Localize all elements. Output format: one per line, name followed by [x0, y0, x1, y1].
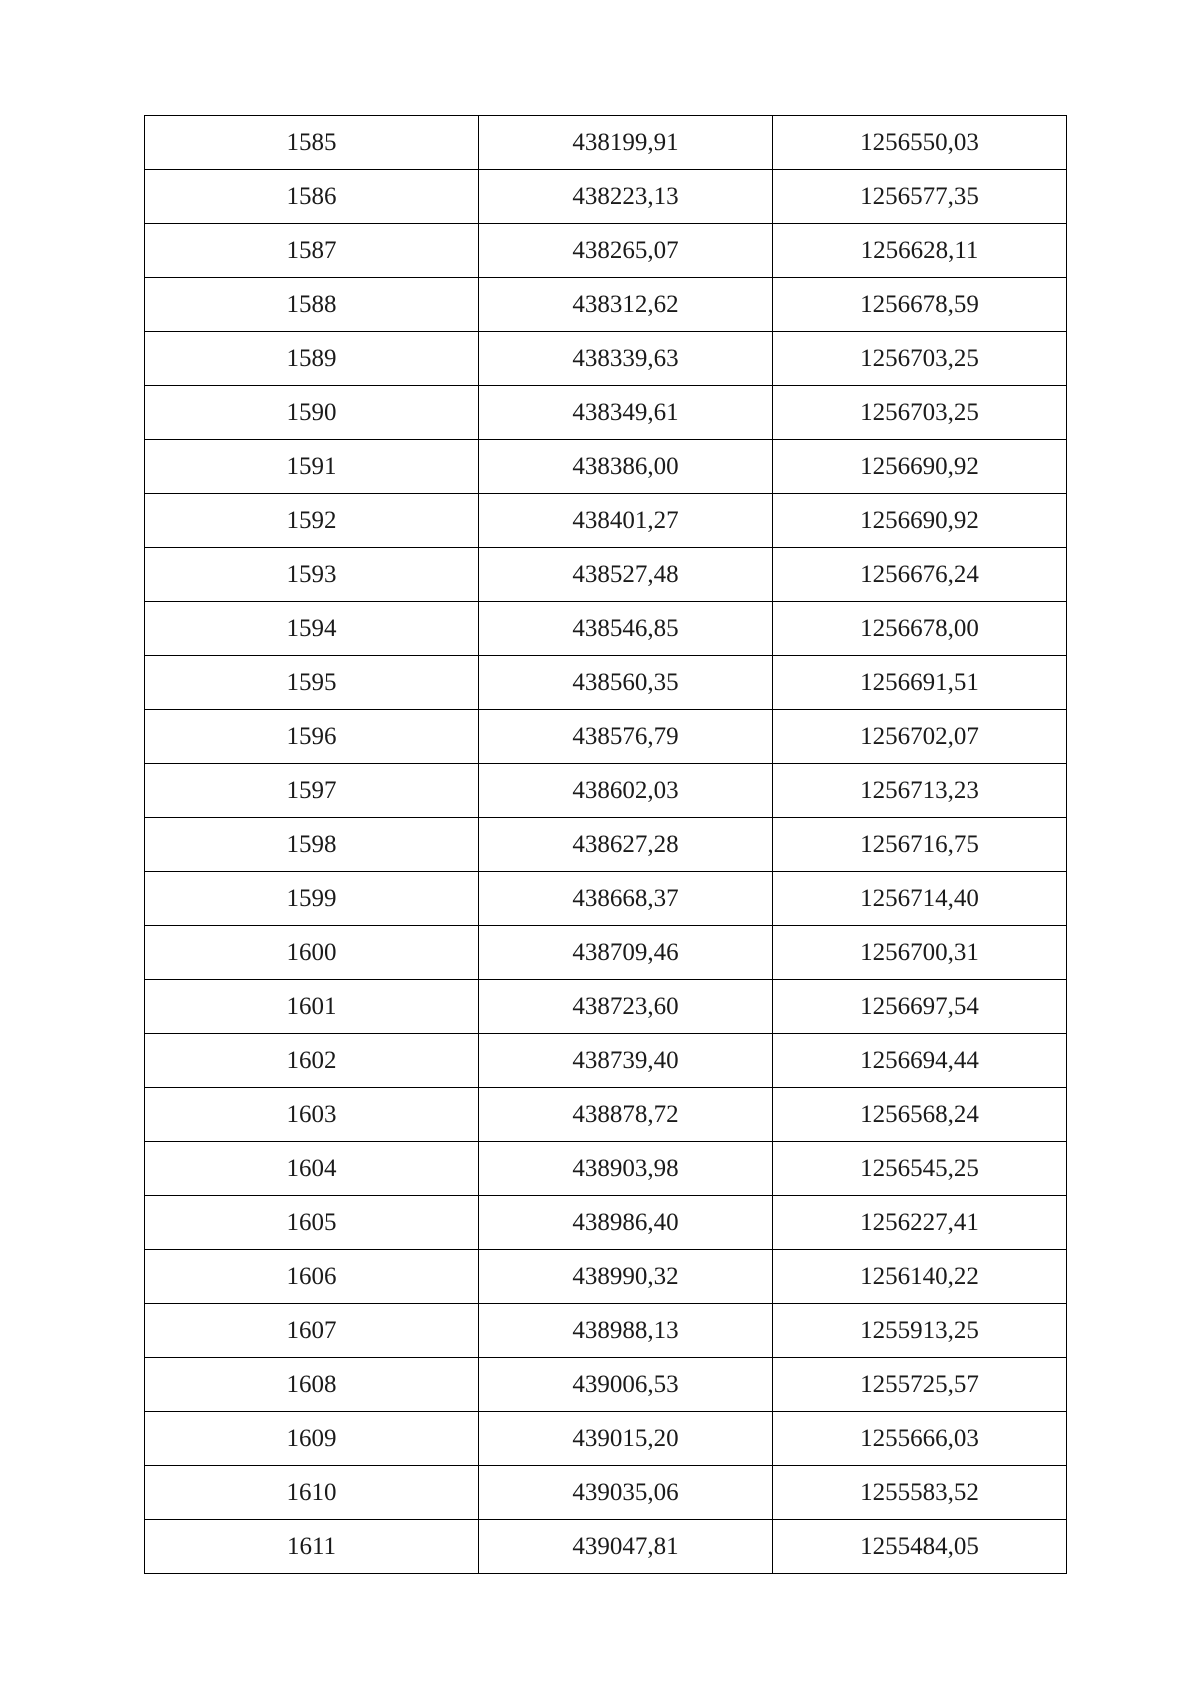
- point-number-cell: 1605: [145, 1196, 479, 1250]
- table-row: [145, 1358, 1067, 1412]
- point-number-cell: 1585: [145, 116, 479, 170]
- point-number-cell: 1599: [145, 872, 479, 926]
- x-coordinate-cell: 438560,35: [479, 656, 773, 710]
- point-number-cell: 1593: [145, 548, 479, 602]
- table-row: [145, 1520, 1067, 1574]
- table-row: [145, 386, 1067, 440]
- x-coordinate-cell: 438668,37: [479, 872, 773, 926]
- point-number-cell: 1590: [145, 386, 479, 440]
- table-row: [145, 116, 1067, 170]
- point-number-cell: 1598: [145, 818, 479, 872]
- point-number-cell: 1596: [145, 710, 479, 764]
- y-coordinate-cell: 1256676,24: [773, 548, 1067, 602]
- y-coordinate-cell: 1256703,25: [773, 332, 1067, 386]
- y-coordinate-cell: 1256678,59: [773, 278, 1067, 332]
- point-number-cell: 1589: [145, 332, 479, 386]
- x-coordinate-cell: 438602,03: [479, 764, 773, 818]
- y-coordinate-cell: 1255666,03: [773, 1412, 1067, 1466]
- table-row: [145, 170, 1067, 224]
- table-row: [145, 1250, 1067, 1304]
- y-coordinate-cell: 1255913,25: [773, 1304, 1067, 1358]
- table-row: [145, 224, 1067, 278]
- x-coordinate-cell: 439035,06: [479, 1466, 773, 1520]
- y-coordinate-cell: 1256690,92: [773, 440, 1067, 494]
- y-coordinate-cell: 1256140,22: [773, 1250, 1067, 1304]
- x-coordinate-cell: 439047,81: [479, 1520, 773, 1574]
- point-number-cell: 1607: [145, 1304, 479, 1358]
- point-number-cell: 1586: [145, 170, 479, 224]
- x-coordinate-cell: 438990,32: [479, 1250, 773, 1304]
- table-row: [145, 926, 1067, 980]
- x-coordinate-cell: 438723,60: [479, 980, 773, 1034]
- x-coordinate-cell: 438223,13: [479, 170, 773, 224]
- point-number-cell: 1592: [145, 494, 479, 548]
- x-coordinate-cell: 438349,61: [479, 386, 773, 440]
- point-number-cell: 1611: [145, 1520, 479, 1574]
- y-coordinate-cell: 1256678,00: [773, 602, 1067, 656]
- table-row: [145, 764, 1067, 818]
- table-row: [145, 278, 1067, 332]
- point-number-cell: 1595: [145, 656, 479, 710]
- x-coordinate-cell: 438339,63: [479, 332, 773, 386]
- table-row: [145, 548, 1067, 602]
- table-row: [145, 1466, 1067, 1520]
- y-coordinate-cell: 1256694,44: [773, 1034, 1067, 1088]
- table-row: [145, 332, 1067, 386]
- coordinates-table-body: [145, 116, 1067, 1574]
- x-coordinate-cell: 438627,28: [479, 818, 773, 872]
- x-coordinate-cell: 438878,72: [479, 1088, 773, 1142]
- x-coordinate-cell: 438546,85: [479, 602, 773, 656]
- x-coordinate-cell: 438312,62: [479, 278, 773, 332]
- y-coordinate-cell: 1256700,31: [773, 926, 1067, 980]
- y-coordinate-cell: 1256691,51: [773, 656, 1067, 710]
- point-number-cell: 1594: [145, 602, 479, 656]
- table-row: [145, 1304, 1067, 1358]
- x-coordinate-cell: 438576,79: [479, 710, 773, 764]
- point-number-cell: 1600: [145, 926, 479, 980]
- x-coordinate-cell: 438401,27: [479, 494, 773, 548]
- point-number-cell: 1603: [145, 1088, 479, 1142]
- point-number-cell: 1602: [145, 1034, 479, 1088]
- y-coordinate-cell: 1256628,11: [773, 224, 1067, 278]
- table-row: [145, 1088, 1067, 1142]
- table-row: [145, 494, 1067, 548]
- y-coordinate-cell: 1256713,23: [773, 764, 1067, 818]
- x-coordinate-cell: 438527,48: [479, 548, 773, 602]
- point-number-cell: 1610: [145, 1466, 479, 1520]
- y-coordinate-cell: 1256550,03: [773, 116, 1067, 170]
- table-row: [145, 1034, 1067, 1088]
- x-coordinate-cell: 438199,91: [479, 116, 773, 170]
- y-coordinate-cell: 1256702,07: [773, 710, 1067, 764]
- y-coordinate-cell: 1256545,25: [773, 1142, 1067, 1196]
- y-coordinate-cell: 1256227,41: [773, 1196, 1067, 1250]
- point-number-cell: 1609: [145, 1412, 479, 1466]
- y-coordinate-cell: 1256568,24: [773, 1088, 1067, 1142]
- x-coordinate-cell: 438739,40: [479, 1034, 773, 1088]
- x-coordinate-cell: 439015,20: [479, 1412, 773, 1466]
- point-number-cell: 1587: [145, 224, 479, 278]
- table-row: [145, 1196, 1067, 1250]
- y-coordinate-cell: 1256716,75: [773, 818, 1067, 872]
- point-number-cell: 1601: [145, 980, 479, 1034]
- y-coordinate-cell: 1256697,54: [773, 980, 1067, 1034]
- x-coordinate-cell: 439006,53: [479, 1358, 773, 1412]
- x-coordinate-cell: 438903,98: [479, 1142, 773, 1196]
- x-coordinate-cell: 438986,40: [479, 1196, 773, 1250]
- y-coordinate-cell: 1256714,40: [773, 872, 1067, 926]
- x-coordinate-cell: 438988,13: [479, 1304, 773, 1358]
- table-row: [145, 602, 1067, 656]
- y-coordinate-cell: 1255583,52: [773, 1466, 1067, 1520]
- x-coordinate-cell: 438386,00: [479, 440, 773, 494]
- point-number-cell: 1604: [145, 1142, 479, 1196]
- table-row: [145, 656, 1067, 710]
- y-coordinate-cell: 1256690,92: [773, 494, 1067, 548]
- y-coordinate-cell: 1256577,35: [773, 170, 1067, 224]
- table-row: [145, 440, 1067, 494]
- point-number-cell: 1588: [145, 278, 479, 332]
- table-row: [145, 710, 1067, 764]
- y-coordinate-cell: 1256703,25: [773, 386, 1067, 440]
- x-coordinate-cell: 438265,07: [479, 224, 773, 278]
- point-number-cell: 1597: [145, 764, 479, 818]
- y-coordinate-cell: 1255725,57: [773, 1358, 1067, 1412]
- table-row: [145, 1142, 1067, 1196]
- y-coordinate-cell: 1255484,05: [773, 1520, 1067, 1574]
- point-number-cell: 1608: [145, 1358, 479, 1412]
- point-number-cell: 1591: [145, 440, 479, 494]
- point-number-cell: 1606: [145, 1250, 479, 1304]
- table-row: [145, 980, 1067, 1034]
- table-row: [145, 1412, 1067, 1466]
- table-row: [145, 818, 1067, 872]
- coordinates-table: [144, 115, 1067, 1574]
- table-row: [145, 872, 1067, 926]
- x-coordinate-cell: 438709,46: [479, 926, 773, 980]
